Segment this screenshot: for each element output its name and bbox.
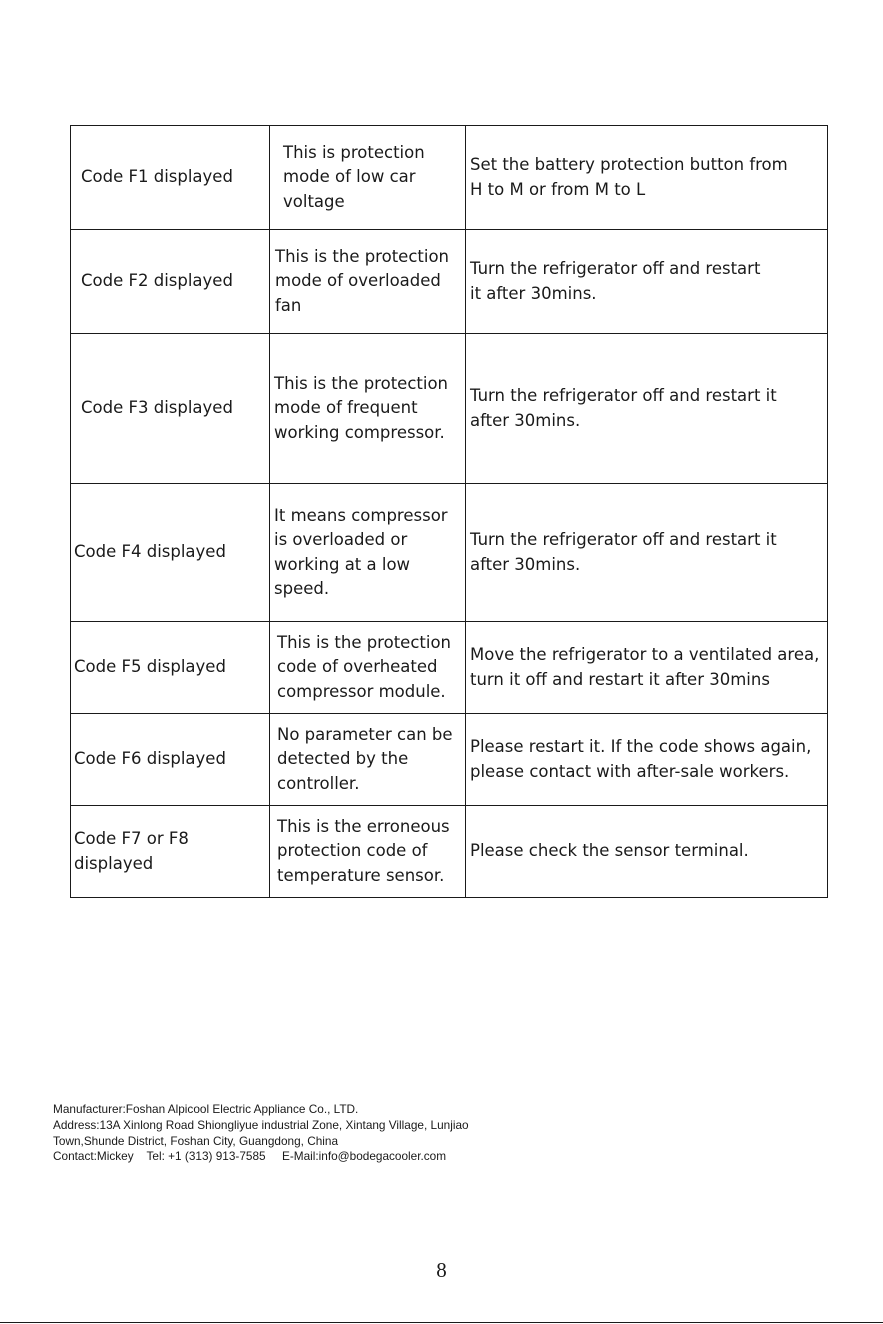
- contact-line: Contact:Mickey Tel: +1 (313) 913-7585 E-Mail:info@bodegacooler.com: [53, 1149, 447, 1164]
- code-text: Code F2 displayed: [81, 271, 233, 291]
- table-row: [71, 334, 828, 484]
- solution-cell: [466, 806, 828, 898]
- solution-text: Turn the refrigerator off and restart it after 30mins.: [470, 530, 777, 574]
- bottom-rule: [0, 1322, 883, 1323]
- cause-text: This is the protection mode of overloaded fan: [275, 246, 449, 315]
- table-row: [71, 806, 828, 898]
- solution-cell: [466, 230, 828, 334]
- address-line-1: Address:13A Xinlong Road Shiongliyue industrial Zone, Xintang Village, Lunjiao: [53, 1117, 469, 1132]
- solution-text: Please restart it. If the code shows again, please contact with after-sale workers.: [470, 737, 812, 781]
- solution-text: Turn the refrigerator off and restart it after 30mins.: [470, 386, 777, 430]
- solution-text: Turn the refrigerator off and restart it after 30mins.: [470, 259, 761, 303]
- table-row: [71, 622, 828, 714]
- code-text: Code F1 displayed: [81, 167, 233, 187]
- solution-text: Please check the sensor terminal.: [470, 841, 749, 861]
- manufacturer-info: [53, 1102, 469, 1165]
- cause-text: This is protection mode of low car voltage: [283, 142, 425, 211]
- cause-text: This is the erroneous protection code of temperature sensor.: [277, 816, 450, 885]
- solution-cell: [466, 126, 828, 230]
- code-cell: [71, 334, 270, 484]
- code-cell: [71, 230, 270, 334]
- manufacturer-line: Manufacturer:Foshan Alpicool Electric Appliance Co., LTD.: [53, 1102, 359, 1116]
- cause-cell: [270, 484, 466, 622]
- solution-cell: [466, 714, 828, 806]
- code-cell: [71, 714, 270, 806]
- code-text: Code F6 displayed: [74, 749, 226, 769]
- code-text: Code F3 displayed: [81, 398, 233, 418]
- solution-text: Move the refrigerator to a ventilated area, turn it off and restart it after 30mins: [470, 645, 820, 689]
- code-cell: [71, 484, 270, 622]
- address-line-2: Town,Shunde District, Foshan City, Guangdong, China: [53, 1133, 339, 1148]
- cause-cell: [270, 126, 466, 230]
- page-number: 8: [436, 1258, 447, 1282]
- table-row: [71, 484, 828, 622]
- cause-text: This is the protection code of overheated compressor module.: [277, 632, 451, 701]
- cause-cell: [270, 622, 466, 714]
- code-cell: [71, 622, 270, 714]
- code-cell: [71, 126, 270, 230]
- code-text: Code F7 or F8 displayed: [74, 829, 189, 873]
- code-cell: [71, 806, 270, 898]
- table-row: [71, 230, 828, 334]
- cause-cell: [270, 230, 466, 334]
- code-text: Code F4 displayed: [74, 542, 226, 562]
- table-row: [71, 126, 828, 230]
- cause-cell: [270, 334, 466, 484]
- cause-text: It means compressor is overloaded or working at a low speed.: [274, 505, 448, 598]
- cause-cell: [270, 806, 466, 898]
- cause-text: No parameter can be detected by the controller.: [277, 724, 453, 793]
- solution-cell: [466, 484, 828, 622]
- cause-cell: [270, 714, 466, 806]
- error-code-table: [70, 125, 828, 898]
- solution-text: Set the battery protection button from H to M or from M to L: [470, 155, 788, 199]
- code-text: Code F5 displayed: [74, 657, 226, 677]
- solution-cell: [466, 622, 828, 714]
- table-row: [71, 714, 828, 806]
- cause-text: This is the protection mode of frequent working compressor.: [274, 373, 448, 442]
- solution-cell: [466, 334, 828, 484]
